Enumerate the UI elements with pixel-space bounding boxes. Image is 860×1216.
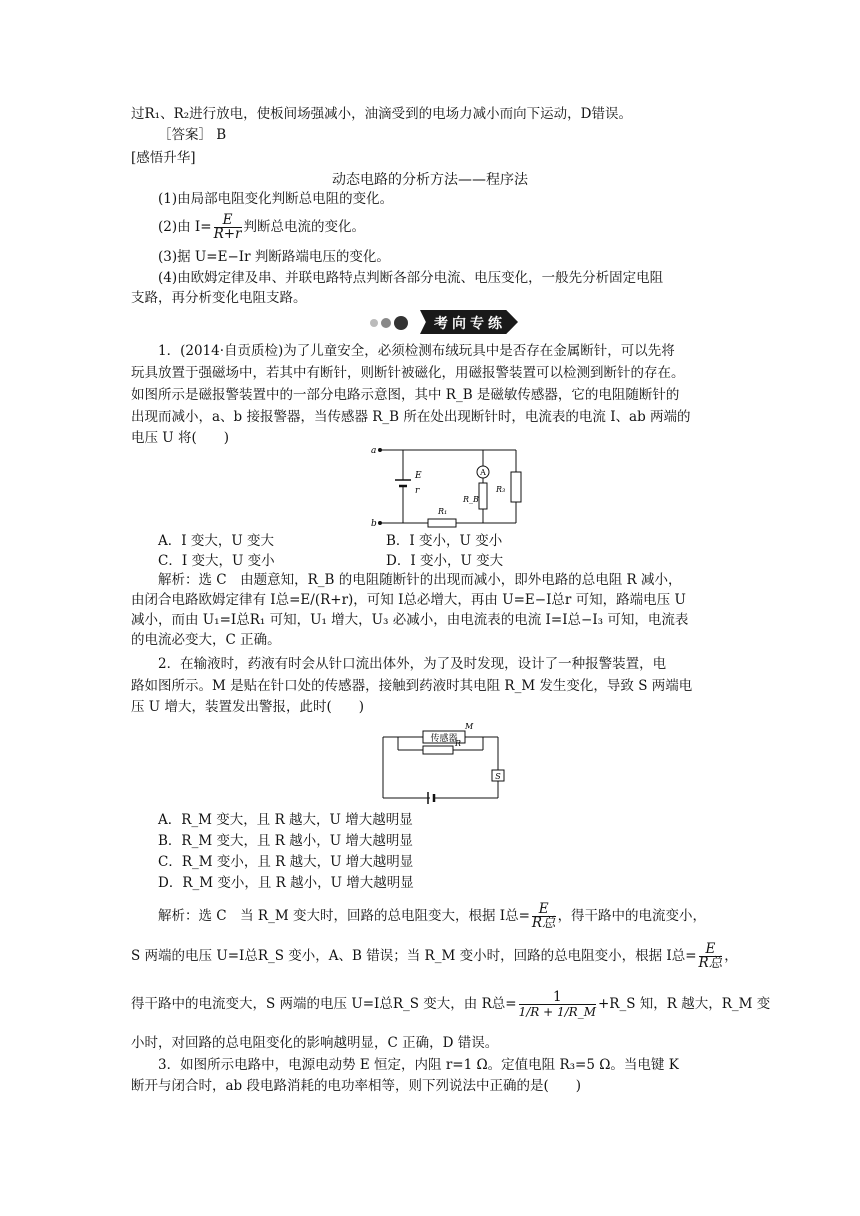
q3-line-1: 3．如图所示电路中，电源电动势 E 恒定，内阻 r=1 Ω。定值电阻 R₃=5 Ω。当电键 K [158,1057,679,1073]
q2-option-a: A．R_M 变大，且 R 越大，U 增大越明显 [158,812,413,828]
step2-denominator: R+r [213,226,242,242]
q2-e1-text: 解析：选 C 当 R_M 变大时，回路的总电阻变大，根据 I总= [158,908,530,924]
section-banner [368,310,518,334]
q2-e1-tail: ，得干路中的电流变小， [557,908,707,924]
emf-label: E [415,471,422,481]
q2-e2-text: S 两端的电压 U=I总R_S 变小，A、B 错误；当 R_M 变小时，回路的总电阻变小，根据 I总= [131,948,697,964]
q2-line-2: 路如图所示。M 是贴在针口处的传感器，接触到药液时其电阻 R_M 发生变化，导致 S 两端电 [131,678,693,694]
q2-option-c: C．R_M 变小，且 R 越大，U 增大越明显 [158,854,414,870]
q2-explanation-4: 小时，对回路的总电阻变化的影响越明显，C 正确，D 错误。 [131,1035,499,1051]
q1-option-a: A．I 变大，U 变大 [158,533,275,549]
q1-line-2: 玩具放置于强磁场中，若其中有断针，则断针被磁化，用磁报警装置可以检测到断针的存在。 [131,365,685,381]
q2-e1-den: R总 [531,915,556,931]
q2-e3-text: 得干路中的电流变大，S 两端的电压 U=I总R_S 变大，由 R总= [131,996,517,1012]
q2-e2-den: R总 [698,955,723,971]
terminal-a-label: a [371,446,377,456]
q2-option-b: B．R_M 变大，且 R 越小，U 增大越明显 [158,833,413,849]
q1-circuit-diagram [368,440,528,530]
m-label: M [465,722,474,731]
insight-step-4b: 支路，再分析变化电阻支路。 [131,290,307,306]
sensor-label: 传感器 [430,734,458,744]
q1-explanation-1: 解析：选 C 由题意知，R_B 的电阻随断针的出现而减小，即外电路的总电阻 R 减小， [158,572,682,588]
q2-e2-fraction [699,943,723,970]
banner-title: 考向专练 [434,316,506,332]
q1-option-b: B．I 变小，U 变小 [386,533,503,549]
q2-e3-tail: +R_S 知，R 越大，R_M 变 [597,996,771,1012]
insight-step-3: (3)据 U=E−Ir 判断路端电压的变化。 [158,249,390,265]
q2-e3-den: 1/R + 1/R_M [518,1005,596,1019]
q1-explanation-3: 减小，而由 U₁=I总R₁ 可知，U₁ 增大，U₃ 必减小，由电流表的电流 I=I总−I₃ 可知，电流表 [131,612,689,628]
insight-label: [感悟升华] [131,150,196,166]
step2-fraction [214,214,242,241]
step2-prefix: (2)由 I= [158,219,212,235]
step2-suffix: 判断总电流的变化。 [243,219,365,235]
insight-step-2 [158,214,365,241]
banner-dots-icon [368,316,418,330]
q2-explanation-2: S 两端的电压 U=I总R_S 变小，A、B 错误；当 R_M 变小时，回路的总电阻变小，根据 I总= E R总 ， [131,941,738,971]
r3-label: R₃ [496,485,506,494]
insight-step-4a: (4)由欧姆定律及串、并联电路特点判断各部分电流、电压变化，一般先分析固定电阻 [158,270,664,286]
q1-line-1: 1．(2014·自贡质检)为了儿童安全，必须检测布绒玩具中是否存在金属断针，可以先将 [158,343,675,359]
q1-explanation-2: 由闭合电路欧姆定律有 I总=E/(R+r)，可知 I总必增大，再由 U=E−I总r 可知，路端电压 U [131,592,686,608]
insight-step-1: (1)由局部电阻变化判断总电阻的变化。 [158,191,394,207]
q1-option-c: C．I 变大，U 变小 [158,553,275,569]
ammeter-label: A [480,468,486,477]
q2-line-1: 2．在输液时，药液有时会从针口流出体外，为了及时发现，设计了一种报警装置，电 [158,656,667,672]
r-label: R [455,739,462,748]
prev-solution-line: 过R₁、R₂进行放电，使板间场强减小，油滴受到的电场力减小而向下运动，D错误。 [131,106,632,122]
q2-e2-num: E [699,943,723,957]
rb-label: R_B [463,495,479,504]
s-label: S [495,772,501,781]
q2-e3-num: 1 [519,990,596,1005]
insight-title: 动态电路的分析方法——程序法 [332,172,528,188]
q2-e1-fraction [532,903,556,930]
internal-r-label: r [415,486,420,496]
q1-line-4: 出现而减小，a、b 接报警器，当传感器 R_B 所在处出现断针时，电流表的电流 I、ab 两端的 [131,409,691,425]
terminal-b-label: b [371,519,377,529]
q2-e3-fraction [519,990,596,1019]
q2-option-d: D．R_M 变小，且 R 越小，U 增大越明显 [158,875,414,891]
prev-answer: ［答案］ B [158,127,227,143]
r1-label: R₁ [438,507,448,516]
q2-explanation-3 [131,990,770,1019]
q1-line-3: 如图所示是磁报警装置中的一部分电路示意图，其中 R_B 是磁敏传感器，它的电阻随断针的 [131,387,680,403]
q1-option-d: D．I 变小，U 变大 [386,553,504,569]
q2-explanation-1 [158,903,706,930]
step2-numerator: E [214,214,242,228]
q2-e1-num: E [532,903,556,917]
q1-line-5: 电压 U 将( ) [131,430,229,446]
q3-line-2: 断开与闭合时，ab 段电路消耗的电功率相等，则下列说法中正确的是( ) [131,1078,582,1094]
q2-circuit-diagram [375,710,515,805]
q1-explanation-4: 的电流必变大，C 正确。 [131,632,281,648]
q2-line-3: 压 U 增大，装置发出警报，此时( ) [131,699,364,715]
